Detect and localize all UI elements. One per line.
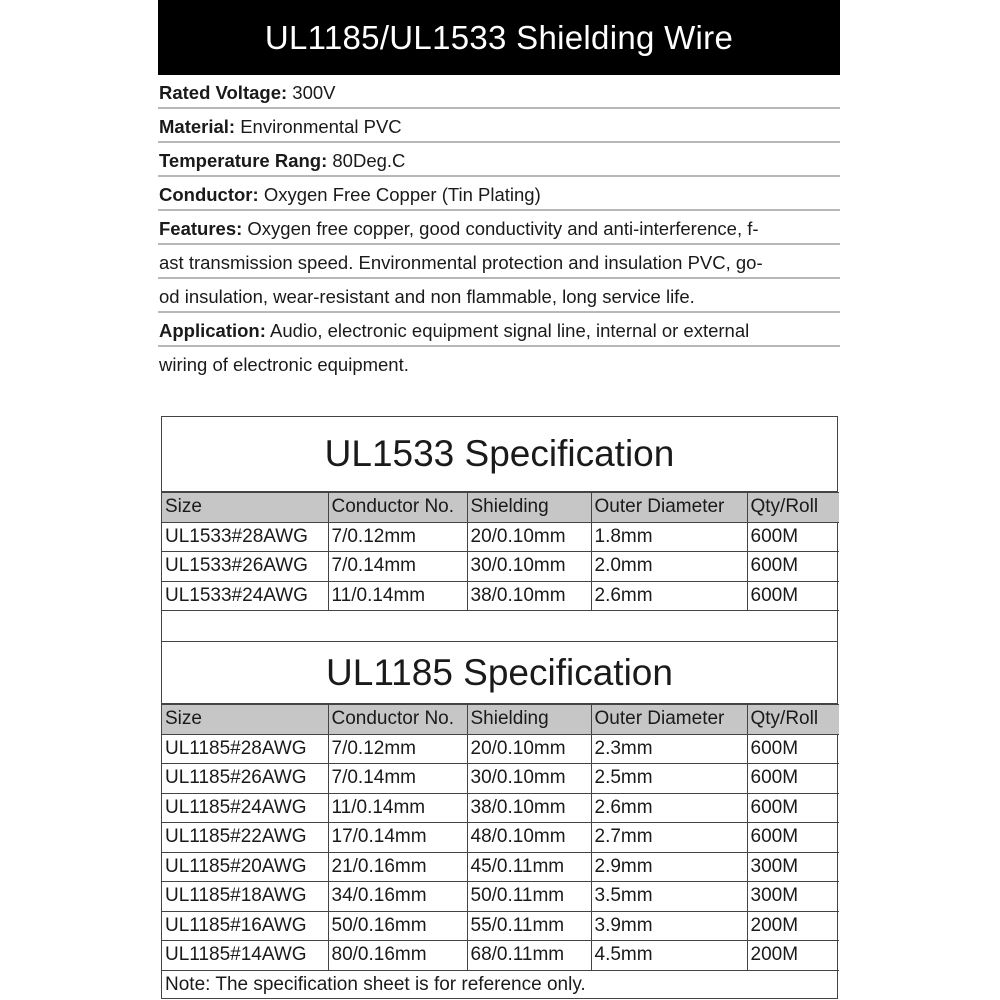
property-label: Temperature Rang: [159,150,328,171]
table-cell: UL1185#18AWG [162,882,328,912]
table-spacer [162,611,837,642]
table-cell: 21/0.16mm [328,852,467,882]
table-cell: 20/0.10mm [467,734,591,764]
table-cell: 2.3mm [591,734,747,764]
table-row [162,764,839,794]
table-cell: 20/0.10mm [467,522,591,552]
ul1533-table [162,492,839,611]
table-cell: 300M [747,852,839,882]
ul1533-header-row [162,493,839,523]
property-line [158,348,840,381]
table-cell: 2.7mm [591,823,747,853]
ul1185-title: UL1185 Specification [162,642,837,704]
table-row [162,882,839,912]
table-cell: UL1185#28AWG [162,734,328,764]
column-header: Outer Diameter [591,493,747,523]
table-cell: 48/0.10mm [467,823,591,853]
table-cell: 2.6mm [591,793,747,823]
table-cell: 2.0mm [591,552,747,582]
table-cell: 68/0.11mm [467,941,591,971]
table-row [162,552,839,582]
table-cell: 11/0.14mm [328,793,467,823]
column-header: Shielding [467,493,591,523]
property-line [158,212,840,245]
table-cell: UL1185#26AWG [162,764,328,794]
column-header: Qty/Roll [747,493,839,523]
property-line [158,178,840,211]
table-cell: 200M [747,941,839,971]
property-value: wiring of electronic equipment. [159,354,409,375]
property-value: 80Deg.C [327,150,406,171]
table-cell: 80/0.16mm [328,941,467,971]
ul1185-table [162,704,839,971]
table-cell: 45/0.11mm [467,852,591,882]
table-cell: 38/0.10mm [467,793,591,823]
table-cell: 200M [747,911,839,941]
column-header: Qty/Roll [747,705,839,735]
table-cell: UL1533#26AWG [162,552,328,582]
property-value: Environmental PVC [235,116,402,137]
table-cell: 30/0.10mm [467,764,591,794]
property-line [158,280,840,313]
property-value: od insulation, wear-resistant and non flammable, long service life. [159,286,695,307]
ul1533-title: UL1533 Specification [162,417,837,492]
property-value: 300V [287,82,336,103]
specification-sheet [161,416,838,999]
property-value: Audio, electronic equipment signal line, internal or external [265,320,750,341]
table-cell: UL1185#20AWG [162,852,328,882]
table-cell: 2.5mm [591,764,747,794]
column-header: Size [162,705,328,735]
table-cell: 38/0.10mm [467,581,591,611]
table-cell: 3.5mm [591,882,747,912]
column-header: Shielding [467,705,591,735]
table-cell: UL1185#24AWG [162,793,328,823]
table-cell: UL1533#28AWG [162,522,328,552]
table-cell: 7/0.12mm [328,734,467,764]
ul1185-header-row [162,705,839,735]
property-line [158,246,840,279]
description-block [158,0,840,381]
table-cell: 50/0.11mm [467,882,591,912]
table-cell: 34/0.16mm [328,882,467,912]
column-header: Outer Diameter [591,705,747,735]
table-row [162,911,839,941]
property-label: Application: [159,320,266,341]
property-list [158,76,840,381]
reference-note: Note: The specification sheet is for reference only. [162,971,837,999]
property-label: Conductor: [159,184,259,205]
column-header: Conductor No. [328,493,467,523]
property-line [158,76,840,109]
table-cell: 600M [747,552,839,582]
table-cell: 300M [747,882,839,912]
property-label: Features: [159,218,243,239]
table-cell: 17/0.14mm [328,823,467,853]
table-cell: 2.6mm [591,581,747,611]
table-cell: 11/0.14mm [328,581,467,611]
table-row [162,581,839,611]
table-cell: 7/0.14mm [328,552,467,582]
table-row [162,941,839,971]
table-row [162,823,839,853]
property-label: Material: [159,116,236,137]
banner-title: UL1185/UL1533 Shielding Wire [158,0,840,75]
table-cell: UL1185#16AWG [162,911,328,941]
table-cell: UL1533#24AWG [162,581,328,611]
table-cell: UL1185#22AWG [162,823,328,853]
table-cell: 600M [747,764,839,794]
table-cell: 600M [747,823,839,853]
table-cell: 600M [747,522,839,552]
table-cell: 3.9mm [591,911,747,941]
property-value: Oxygen Free Copper (Tin Plating) [258,184,541,205]
property-label: Rated Voltage: [159,82,288,103]
table-row [162,793,839,823]
table-cell: 600M [747,581,839,611]
table-cell: 600M [747,734,839,764]
property-value: Oxygen free copper, good conductivity and anti-interference, f- [242,218,759,239]
property-line [158,144,840,177]
table-cell: 7/0.14mm [328,764,467,794]
table-row [162,734,839,764]
table-row [162,852,839,882]
table-cell: UL1185#14AWG [162,941,328,971]
table-cell: 30/0.10mm [467,552,591,582]
table-cell: 50/0.16mm [328,911,467,941]
column-header: Conductor No. [328,705,467,735]
table-row [162,522,839,552]
column-header: Size [162,493,328,523]
table-cell: 600M [747,793,839,823]
property-value: ast transmission speed. Environmental protection and insulation PVC, go- [159,252,763,273]
property-line [158,110,840,143]
table-cell: 4.5mm [591,941,747,971]
table-cell: 55/0.11mm [467,911,591,941]
table-cell: 2.9mm [591,852,747,882]
table-cell: 1.8mm [591,522,747,552]
table-cell: 7/0.12mm [328,522,467,552]
property-line [158,314,840,347]
